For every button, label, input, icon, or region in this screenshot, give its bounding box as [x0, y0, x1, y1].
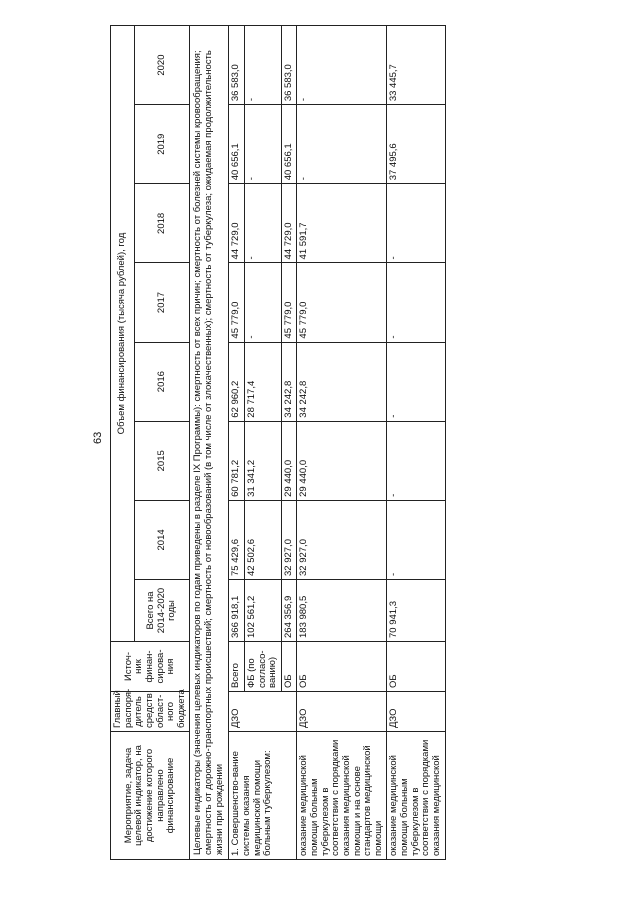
- page-number: 63: [92, 431, 104, 444]
- total-cell: 183 980,5: [297, 580, 387, 642]
- total-cell: 102 561,2: [244, 580, 281, 642]
- financing-table: [110, 25, 446, 860]
- value-cell: 31 341,2: [244, 421, 281, 500]
- header-year: 2014: [134, 500, 190, 579]
- value-cell: -: [387, 421, 445, 500]
- value-cell: 28 717,4: [244, 342, 281, 421]
- source-cell: ФБ (по согласо-ванию): [244, 642, 281, 692]
- header-volume: Объем финансирования (тысяча рублей), год: [111, 26, 135, 642]
- value-cell: -: [297, 105, 387, 184]
- value-cell: 36 583,0: [229, 26, 245, 105]
- header-year: 2018: [134, 184, 190, 263]
- value-cell: -: [387, 500, 445, 579]
- header-source: Источ-ник финан-сирова-ния: [111, 642, 190, 692]
- value-cell: 36 583,0: [281, 26, 297, 105]
- table-row: [387, 26, 445, 860]
- total-cell: 70 941,3: [387, 580, 445, 642]
- event-cell: оказание медицинской помощи больным туберкулезом в соответствии с порядками оказания медицинской помощи и на основе стандартов медицинской помощи: [297, 732, 387, 860]
- table-row: [297, 26, 387, 860]
- source-cell: ОБ: [387, 642, 445, 692]
- source-cell: ОБ: [297, 642, 387, 692]
- total-cell: 366 918,1: [229, 580, 245, 642]
- target-indicators-banner: Целевые индикаторы (значения целевых индикаторов по годам приведены в разделе IX Программы): смертность от всех причин; смертность от болезней системы кровообращения; смертность от дорожно-транспортных происшествий; смертность от новообразований (в том числе от злокачественных); смертность от туберкулеза; ожидаемая продолжительность жизни при рождении: [190, 26, 229, 860]
- total-cell: 264 356,9: [281, 580, 297, 642]
- header-total: Всего на 2014-2020 годы: [134, 580, 190, 642]
- header-manager: Главный распоря-дитель средств област-ного бюджета: [111, 692, 190, 732]
- value-cell: 75 429,6: [229, 500, 245, 579]
- header-year: 2015: [134, 421, 190, 500]
- value-cell: 44 729,0: [281, 184, 297, 263]
- manager-cell: ДЗО: [229, 692, 297, 732]
- event-cell: оказание медицинской помощи больным туберкулезом в соответствии с порядками оказания медицинской: [387, 732, 445, 860]
- value-cell: 32 927,0: [297, 500, 387, 579]
- value-cell: -: [387, 263, 445, 342]
- value-cell: 62 960,2: [229, 342, 245, 421]
- value-cell: 29 440,0: [281, 421, 297, 500]
- value-cell: 33 445,7: [387, 26, 445, 105]
- value-cell: 37 495,6: [387, 105, 445, 184]
- event-cell: 1. Совершенство-вание системы оказания медицинской помощи больным туберкулезом:: [229, 732, 297, 860]
- value-cell: -: [387, 342, 445, 421]
- manager-cell: ДЗО: [387, 692, 445, 732]
- value-cell: -: [244, 263, 281, 342]
- value-cell: 29 440,0: [297, 421, 387, 500]
- header-year: 2020: [134, 26, 190, 105]
- source-cell: Всего: [229, 642, 245, 692]
- value-cell: -: [297, 26, 387, 105]
- value-cell: -: [387, 184, 445, 263]
- value-cell: 60 781,2: [229, 421, 245, 500]
- header-year: 2019: [134, 105, 190, 184]
- table-row: [229, 26, 245, 860]
- value-cell: 45 779,0: [229, 263, 245, 342]
- value-cell: 40 656,1: [281, 105, 297, 184]
- rotated-page: [110, 25, 446, 860]
- value-cell: 44 729,0: [229, 184, 245, 263]
- value-cell: 40 656,1: [229, 105, 245, 184]
- value-cell: 34 242,8: [297, 342, 387, 421]
- value-cell: 45 779,0: [281, 263, 297, 342]
- header-year: 2016: [134, 342, 190, 421]
- value-cell: 41 591,7: [297, 184, 387, 263]
- value-cell: 45 779,0: [297, 263, 387, 342]
- value-cell: -: [244, 105, 281, 184]
- value-cell: -: [244, 184, 281, 263]
- source-cell: ОБ: [281, 642, 297, 692]
- value-cell: 32 927,0: [281, 500, 297, 579]
- value-cell: 34 242,8: [281, 342, 297, 421]
- manager-cell: ДЗО: [297, 692, 387, 732]
- header-event: Мероприятие, задача целевой индикатор, на достижение которого направлено финансирование: [111, 732, 190, 860]
- value-cell: 42 502,6: [244, 500, 281, 579]
- value-cell: -: [244, 26, 281, 105]
- header-year: 2017: [134, 263, 190, 342]
